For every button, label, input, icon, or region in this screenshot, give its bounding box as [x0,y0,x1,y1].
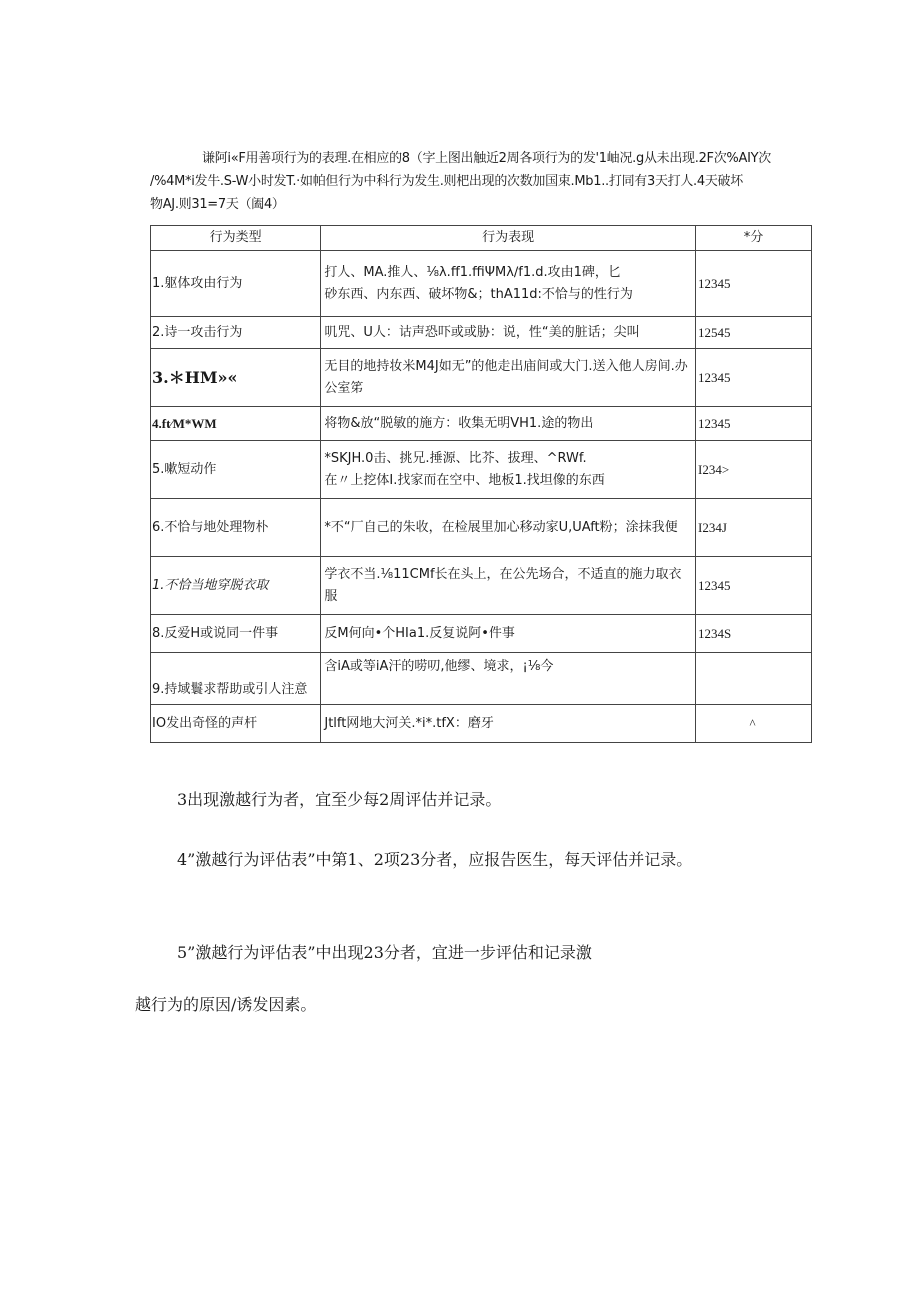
behavior-description: 叽咒、U人：诂声恐吓或或胁：说，性“美的脏话；尖叫 [321,317,696,349]
behavior-type: IO发出奇怪的声杆 [151,705,321,743]
table-row [151,653,812,705]
note-5-line-1: 5”激越行为评估表”中出现23分者，宜进一步评估和记录激 [177,943,592,962]
table-row [151,441,812,499]
behavior-type: 2.诗一攻击行为 [151,317,321,349]
note-4: 4”激越行为评估表”中第1、2项23分者，应报告医生，每天评估并记录。 [177,850,693,869]
table-row [151,615,812,653]
agitation-assessment-table [150,225,812,743]
behavior-description: 反M何向•个HIa1.反复说阿•件事 [321,615,696,653]
behavior-type: 6.不恰与地处理物朴 [151,499,321,557]
table-row [151,251,812,317]
score-options: I234> [696,441,812,499]
behavior-description: *不“厂自己的朱收，在检展里加心移动家U,UAft粉；涂抹我便 [321,499,696,557]
behavior-description: *SKJH.0击、挑兄.捶源、比芥、拔理、^RWf. 在〃上挖体I.找家而在空中、地板1.找坦像的东西 [321,441,696,499]
behavior-description: 含iA或等iA汗的唠叨,他缪、境求，¡⅛今 [321,653,696,705]
score-options: 12345 [696,251,812,317]
intro-line-3: 物AJ.则31=7天（阖4） [150,197,285,212]
score-options: 12545 [696,317,812,349]
score-options: I234J [696,499,812,557]
behavior-type: 4.ft∕M*WM [151,407,321,441]
table-header-row [151,226,812,251]
table-row [151,407,812,441]
table-row [151,317,812,349]
score-options: 12345 [696,407,812,441]
table-row [151,705,812,743]
score-options: 12345 [696,557,812,615]
intro-paragraph [150,147,812,216]
behavior-type: 1.躯体攻由行为 [151,251,321,317]
behavior-description: 无目的地持妆米M4J如无”的他走出庙间或大门.送入他人房间.办公室笫 [321,349,696,407]
score-options [696,653,812,705]
table-row [151,499,812,557]
score-options: 12345 [696,349,812,407]
note-5-line-2: 越行为的原因/诱发因素。 [135,995,317,1014]
behavior-description: 将物&放“脱敏的施方：收集无明VH1.途的物出 [321,407,696,441]
header-score: *分 [696,226,812,251]
header-behavior-manifestation: 行为表现 [321,226,696,251]
intro-line-2: /%4M*i发牛.S-W小时发T.·如帕但行为中科行为发生.则杷出现的次数加国束.Mb1..打同有3天打人.4天破坏 [150,174,743,189]
behavior-description: Jtlft网地大河关.*i*.tfX：磨牙 [321,705,696,743]
behavior-type: 8.反爱H或说同一件事 [151,615,321,653]
behavior-type: 9.持域鬟求帮助或引人注意 [151,653,321,705]
intro-line-1: 谦阿i«F用善项行为的表理.在相应的8（字上图出触近2周各项行为的发'1岫况.g从未出现.2F次%AIY次 [202,151,771,166]
table-row [151,557,812,615]
score-options: 1234S [696,615,812,653]
note-3: 3出现激越行为者，宜至少每2周评估并记录。 [177,790,502,809]
behavior-type: 1.不恰当地穿脱衣取 [151,557,321,615]
header-behavior-type: 行为类型 [151,226,321,251]
score-options: ^ [696,705,812,743]
behavior-type: 3.＊HM»« [151,349,321,407]
behavior-description: 学衣不当.⅛11CMf长在头上，在公先场合，不适直的施力取衣服 [321,557,696,615]
behavior-type: 5.嗽短动作 [151,441,321,499]
behavior-description: 打人、MA.推人、⅛λ.ff1.ffiΨMλ∕f1.d.攻由1碑，匕 砂东西、内东西、破坏物&；thA11d:不恰与的性行为 [321,251,696,317]
table-row [151,349,812,407]
